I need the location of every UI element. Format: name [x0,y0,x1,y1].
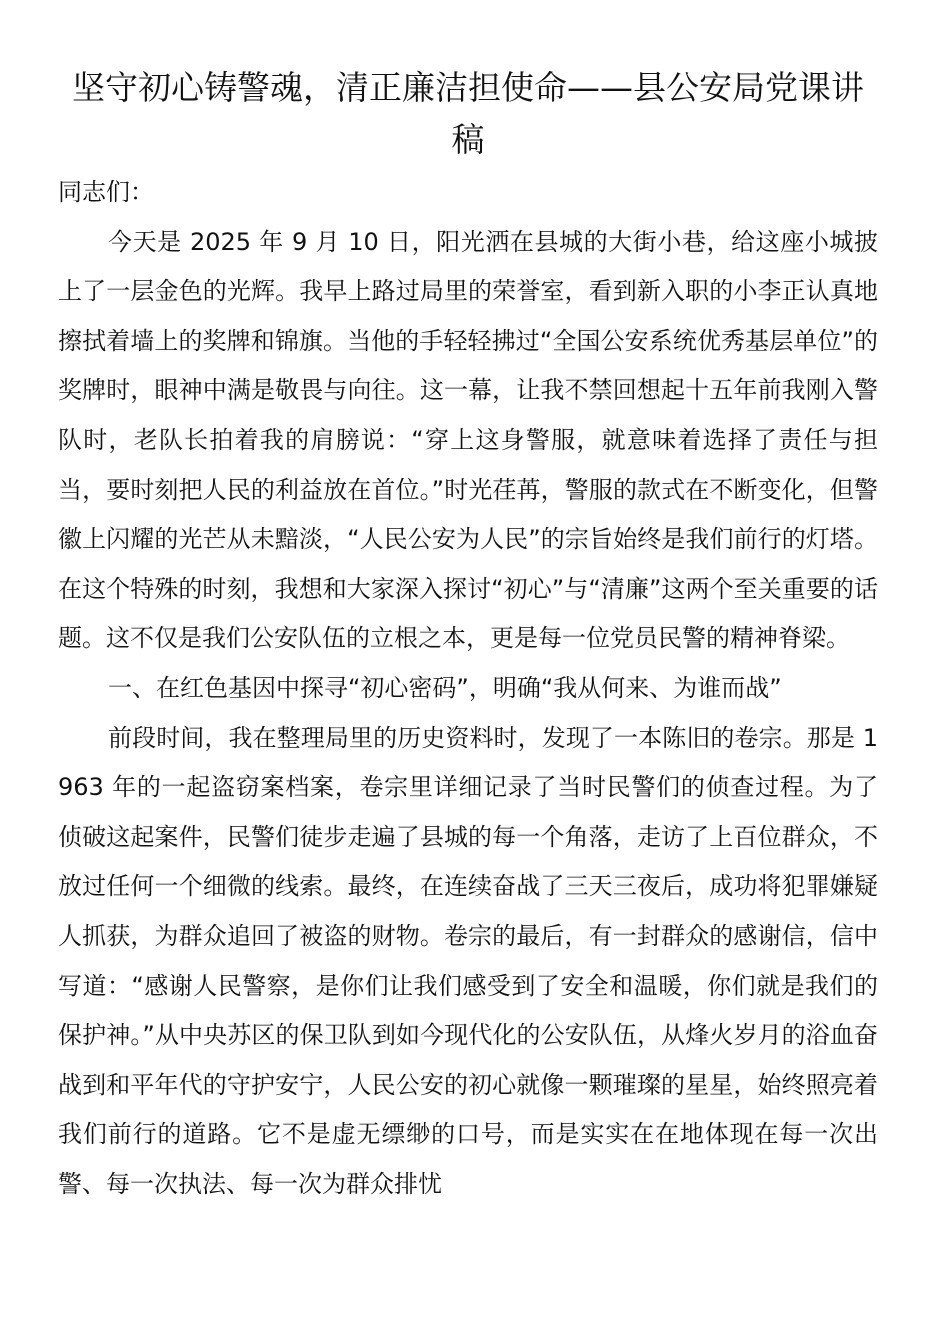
salutation: 同志们： [58,178,154,206]
section-paragraph: 前段时间，我在整理局里的历史资料时，发现了一本陈旧的卷宗。那是 1963 年的一起盗窃案档案，卷宗里详细记录了当时民警们的侦查过程。为了侦破这起案件，民警们徒步走遍了县城的每一个角落，走访了上百位群众，不放过任何一个细微的线索。最终，在连续奋战了三天三夜后，成功将犯罪嫌疑人抓获，为群众追回了被盗的财物。卷宗的最后，有一封群众的感谢信，信中写道：“感谢人民警察，是你们让我们感受到了安全和温暖，你们就是我们的保护神。”从中央苏区的保卫队到如今现代化的公安队伍，从烽火岁月的浴血奋战到和平年代的守护安宁，人民公安的初心就像一颗璀璨的星星，始终照亮着我们前行的道路。它不是虚无缥缈的口号，而是实实在在地体现在每一次出警、每一次执法、每一次为群众排忧 [58,723,878,1198]
section-heading: 一、在红色基因中探寻“初心密码”，明确“我从何来、为谁而战” [108,673,782,702]
opening-paragraph: 今天是 2025 年 9 月 10 日，阳光洒在县城的大街小巷，给这座小城披上了一层金色的光辉。我早上路过局里的荣誉室，看到新入职的小李正认真地擦拭着墙上的奖牌和锦旗。当他的手轻轻拂过“全国公安系统优秀基层单位”的奖牌时，眼神中满是敬畏与向往。这一幕，让我不禁回想起十五年前我刚入警队时，老队长拍着我的肩膀说：“穿上这身警服，就意味着选择了责任与担当，要时刻把人民的利益放在首位。”时光荏苒，警服的款式在不断变化，但警徽上闪耀的光芒从未黯淡，“人民公安为人民”的宗旨始终是我们前行的灯塔。在这个特殊的时刻，我想和大家深入探讨“初心”与“清廉”这两个至关重要的话题。这不仅是我们公安队伍的立根之本，更是每一位党员民警的精神脊梁。 [58,227,878,653]
document-title: 坚守初心铸警魂，清正廉洁担使命——县公安局党课讲稿 [72,68,864,159]
document-page [58,62,878,1209]
